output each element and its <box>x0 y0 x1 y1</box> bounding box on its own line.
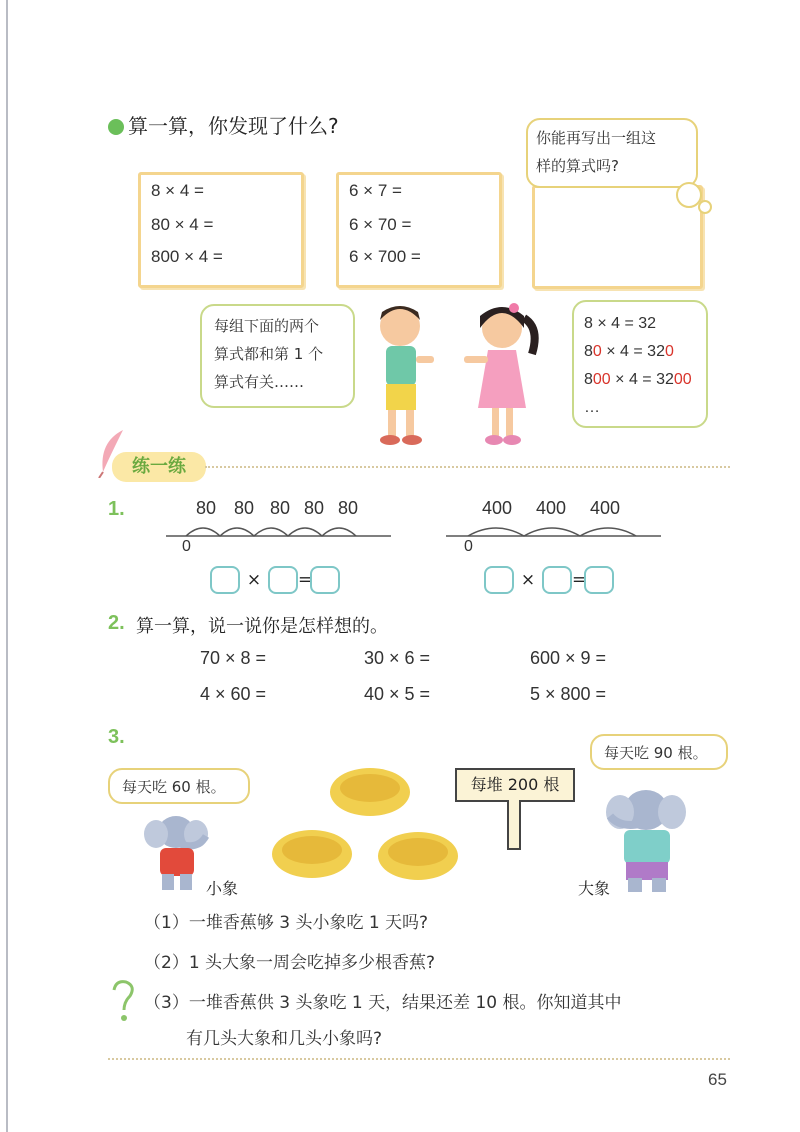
girl-speech-bubble <box>572 300 708 428</box>
girl-bubble-line: 8 × 4 = 32 <box>584 315 657 332</box>
boy-bubble-line: 算式都和第 1 个 <box>214 345 324 363</box>
expression: 4 × 60 = <box>200 684 267 704</box>
sign-post <box>507 800 521 850</box>
section-divider <box>205 466 730 468</box>
red-zero: 00 <box>592 371 611 388</box>
practice-banner: 练一练 <box>112 452 206 482</box>
boy-speech-bubble <box>200 304 355 408</box>
question-number: 1. <box>108 498 125 520</box>
jump-label: 80 <box>234 498 255 518</box>
banana-piles-illustration <box>270 762 460 892</box>
boy-illustration <box>368 298 438 453</box>
girl-bubble-line <box>584 366 696 394</box>
digit: × 4 = 32 <box>601 343 665 360</box>
section-heading <box>108 110 339 139</box>
prompt-bubble <box>526 118 698 188</box>
girl-illustration <box>462 298 542 453</box>
jump-label: 400 <box>536 498 567 518</box>
number-line-b-arcs <box>446 514 666 544</box>
expression: 600 × 9 = <box>530 648 607 668</box>
green-dot-icon <box>108 119 124 135</box>
times-sign: × <box>246 570 262 590</box>
times-sign: × <box>520 570 536 590</box>
answer-box[interactable] <box>584 566 614 594</box>
small-elephant-label: 小象 <box>206 879 239 898</box>
zero-label: 0 <box>464 538 473 555</box>
footer-divider <box>108 1058 730 1060</box>
answer-box[interactable] <box>210 566 240 594</box>
thought-dot-icon <box>698 200 712 214</box>
question-number: 3. <box>108 726 125 748</box>
jump-label: 400 <box>482 498 513 518</box>
sub-question: （1）一堆香蕉够 3 头小象吃 1 天吗? <box>144 913 429 933</box>
expression: 5 × 800 = <box>530 684 607 704</box>
digit: 8 <box>584 343 593 360</box>
prompt-bubble-line: 你能再写出一组这 <box>536 129 657 147</box>
expression: 40 × 5 = <box>364 684 431 704</box>
boy-bubble-line: 每组下面的两个 <box>214 317 320 335</box>
red-zero: 0 <box>664 343 674 360</box>
jump-label: 80 <box>196 498 217 518</box>
red-zero: 0 <box>592 343 602 360</box>
zero-label: 0 <box>182 538 191 555</box>
jump-label: 80 <box>338 498 359 518</box>
girl-bubble-line: … <box>584 399 600 416</box>
answer-box[interactable] <box>542 566 572 594</box>
question-prompt: 算一算，说一说你是怎样想的。 <box>136 616 388 637</box>
expression: 70 × 8 = <box>200 648 267 668</box>
section-heading-text: 算一算，你发现了什么? <box>128 114 339 138</box>
jump-label: 80 <box>270 498 291 518</box>
boy-bubble-line: 算式有关…… <box>214 373 305 391</box>
answer-row-a <box>210 566 340 594</box>
digit: 8 <box>584 371 593 388</box>
girl-bubble-line <box>584 338 696 366</box>
number-line-b <box>446 494 666 564</box>
equation-card-2 <box>336 172 502 288</box>
equation-line: 8 × 4 = <box>151 181 204 200</box>
equation-line: 6 × 7 = <box>349 181 402 200</box>
prompt-bubble-line: 样的算式吗? <box>536 157 619 175</box>
sub-question: （3）一堆香蕉供 3 头象吃 1 天，结果还差 10 根。你知道其中 <box>144 993 622 1013</box>
sub-question: （2）1 头大象一周会吃掉多少根香蕉? <box>144 953 436 973</box>
equals-sign: = <box>298 570 313 590</box>
number-line-a-arcs <box>166 514 396 544</box>
number-line-a <box>166 494 396 564</box>
question-number: 2. <box>108 612 125 634</box>
big-elephant-bubble: 每天吃 90 根。 <box>590 734 728 770</box>
equation-line: 6 × 700 = <box>349 247 421 266</box>
question-mark-icon <box>106 978 140 1024</box>
equals-sign: = <box>572 570 587 590</box>
red-zero: 00 <box>673 371 692 388</box>
answer-row-b <box>484 566 614 594</box>
answer-box[interactable] <box>484 566 514 594</box>
jump-label: 400 <box>590 498 621 518</box>
equation-card-1 <box>138 172 304 288</box>
page-number: 65 <box>708 1070 727 1089</box>
big-elephant-label: 大象 <box>578 879 611 898</box>
equation-line: 80 × 4 = <box>151 215 214 234</box>
equation-line: 800 × 4 = <box>151 247 223 266</box>
answer-box[interactable] <box>310 566 340 594</box>
page-edge <box>6 0 8 1132</box>
sub-question-continued: 有几头大象和几头小象吗? <box>186 1029 383 1049</box>
jump-label: 80 <box>304 498 325 518</box>
banana-count-sign: 每堆 200 根 <box>455 768 575 802</box>
small-elephant-bubble: 每天吃 60 根。 <box>108 768 250 804</box>
big-elephant-illustration <box>600 784 695 894</box>
digit: × 4 = 32 <box>610 371 674 388</box>
equation-line: 6 × 70 = <box>349 215 412 234</box>
answer-box[interactable] <box>268 566 298 594</box>
expression: 30 × 6 = <box>364 648 431 668</box>
